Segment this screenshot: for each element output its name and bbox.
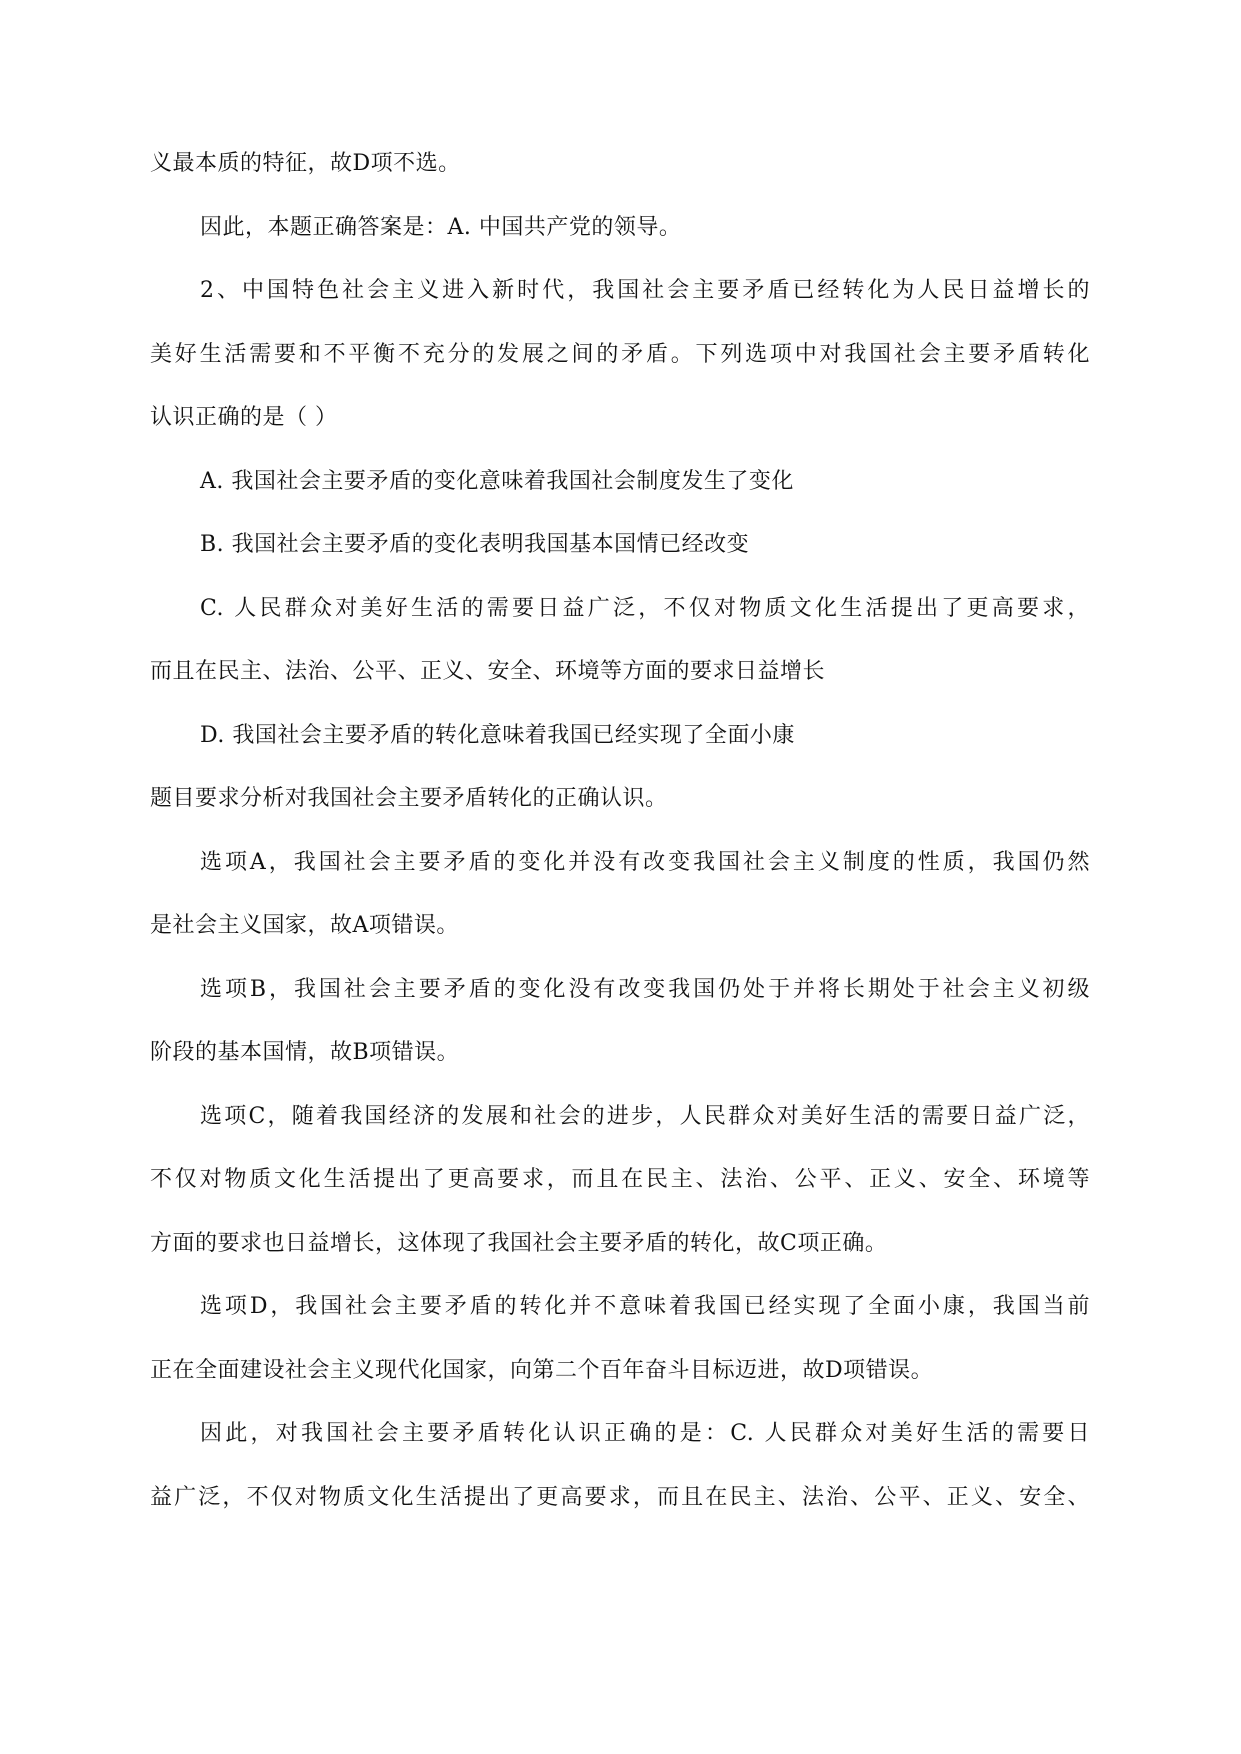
document-body: [150, 146, 1090, 1543]
text-line: 方面的要求也日益增长，这体现了我国社会主要矛盾的转化，故C项正确。: [150, 1230, 888, 1256]
text-line: D. 我国社会主要矛盾的转化意味着我国已经实现了全面小康: [200, 722, 795, 748]
text-line: 阶段的基本国情，故B项错误。: [150, 1040, 460, 1065]
text-line: 选项A，我国社会主要矛盾的变化并没有改变我国社会主义制度的性质，我国仍然: [200, 849, 1090, 875]
text-line: 2、中国特色社会主义进入新时代，我国社会主要矛盾已经转化为人民日益增长的: [200, 278, 1090, 303]
text-line: 选项C，随着我国经济的发展和社会的进步，人民群众对美好生活的需要日益广泛，: [200, 1103, 1090, 1129]
text-line: 正在全面建设社会主义现代化国家，向第二个百年奋斗目标迈进，故D项错误。: [150, 1357, 934, 1383]
text-line: 因此，本题正确答案是：A. 中国共产党的领导。: [200, 214, 682, 240]
text-line: 美好生活需要和不平衡不充分的发展之间的矛盾。下列选项中对我国社会主要矛盾转化: [150, 341, 1090, 367]
text-line: 义最本质的特征，故D项不选。: [150, 151, 461, 176]
text-line: 而且在民主、法治、公平、正义、安全、环境等方面的要求日益增长: [150, 659, 826, 684]
text-line: 选项B，我国社会主要矛盾的变化没有改变我国仍处于并将长期处于社会主义初级: [200, 976, 1090, 1002]
text-line: 认识正确的是（ ）: [150, 405, 338, 430]
text-line: A. 我国社会主要矛盾的变化意味着我国社会制度发生了变化: [200, 468, 794, 494]
text-line: 不仅对物质文化生活提出了更高要求，而且在民主、法治、公平、正义、安全、环境等: [150, 1167, 1090, 1192]
text-line: C. 人民群众对美好生活的需要日益广泛，不仅对物质文化生活提出了更高要求，: [200, 595, 1090, 621]
text-line: 因此，对我国社会主要矛盾转化认识正确的是：C. 人民群众对美好生活的需要日: [200, 1421, 1090, 1446]
text-line: B. 我国社会主要矛盾的变化表明我国基本国情已经改变: [200, 532, 750, 557]
text-line: 题目要求分析对我国社会主要矛盾转化的正确认识。: [150, 786, 668, 811]
text-line: 益广泛，不仅对物质文化生活提出了更高要求，而且在民主、法治、公平、正义、安全、: [150, 1484, 1090, 1510]
text-line: 是社会主义国家，故A项错误。: [150, 913, 459, 938]
text-line: 选项D，我国社会主要矛盾的转化并不意味着我国已经实现了全面小康，我国当前: [200, 1294, 1090, 1319]
